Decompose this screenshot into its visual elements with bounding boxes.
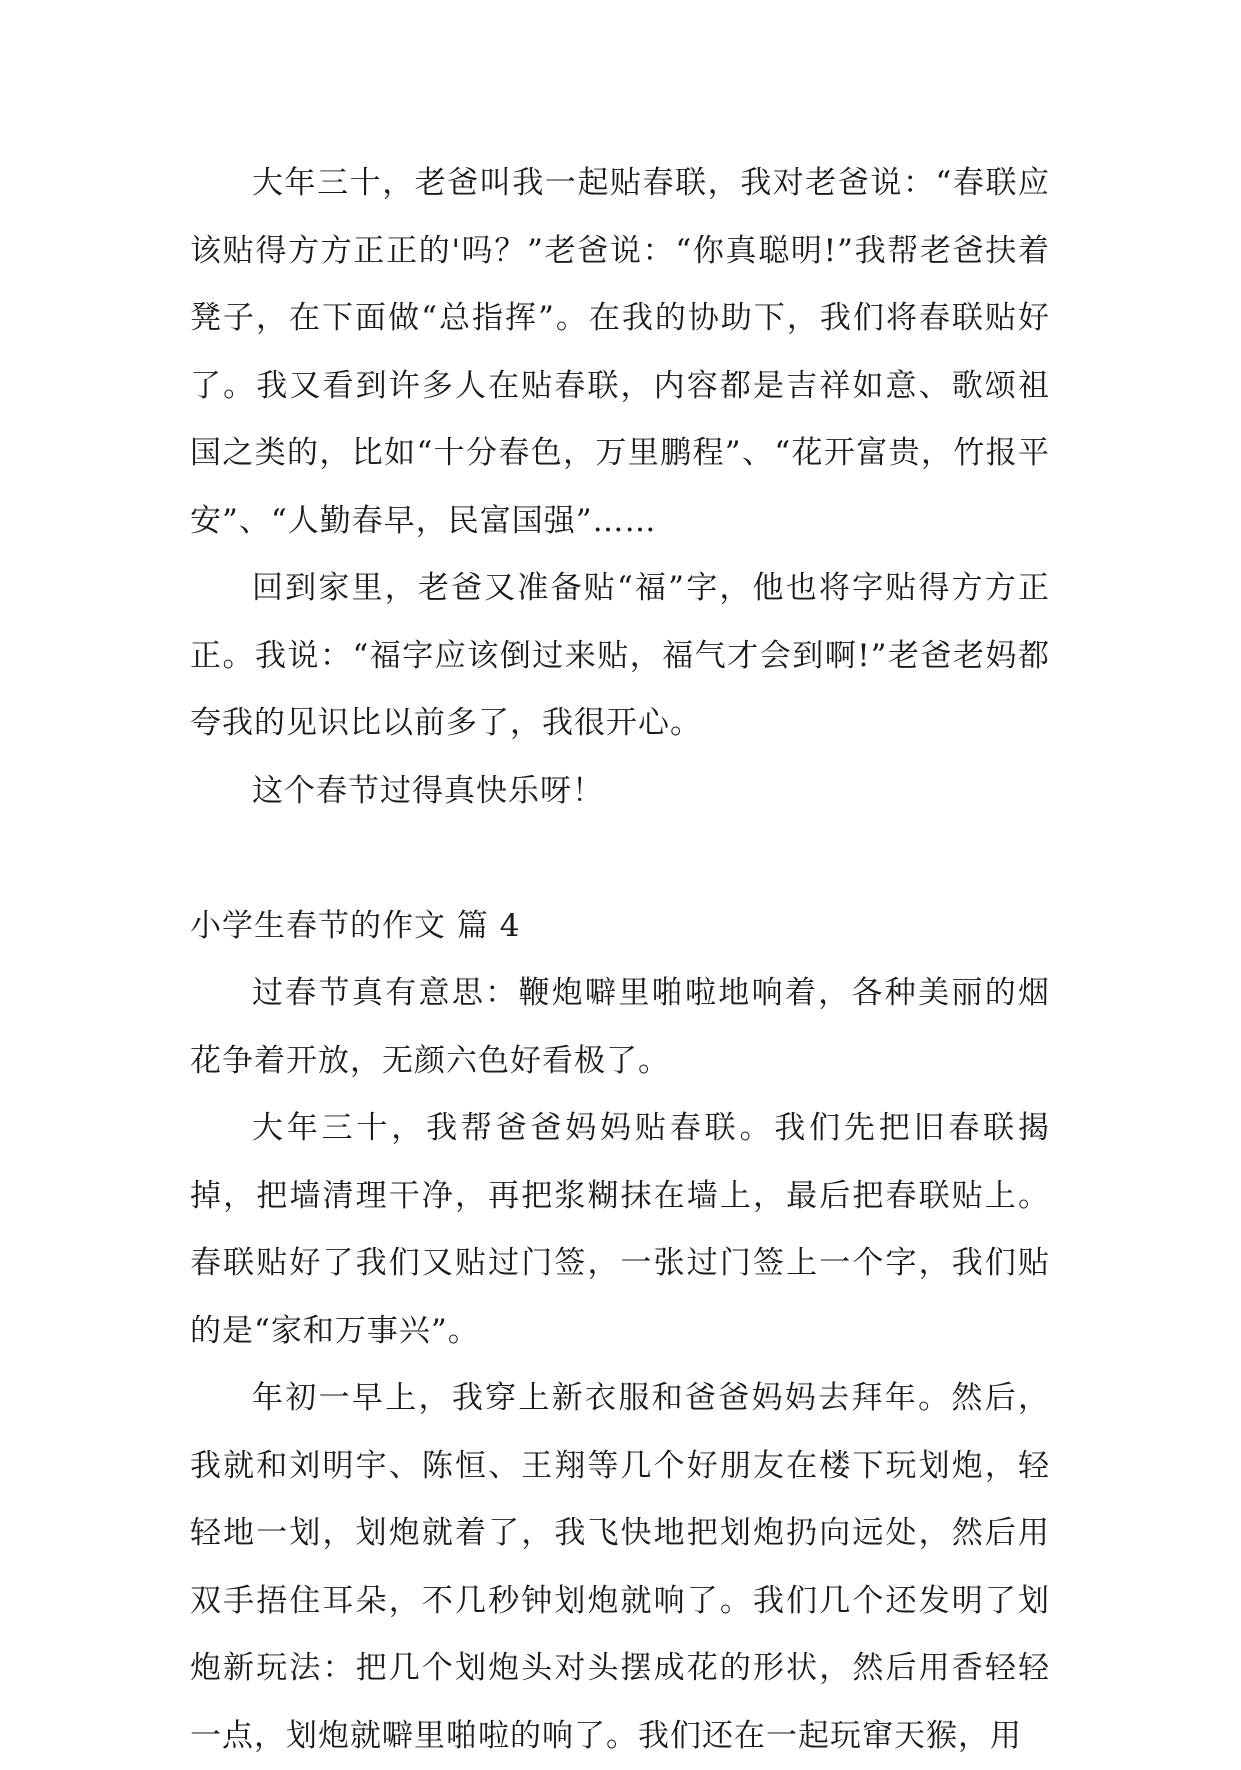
- paragraph: 这个春节过得真快乐呀！: [252, 772, 604, 809]
- paragraph: 过春节真有意思：鞭炮噼里啪啦地响着，各种美丽的烟花争着开放，无颜六色好看极了。: [190, 975, 1050, 1079]
- paragraph: 大年三十，老爸叫我一起贴春联，我对老爸说：“春联应该贴得方方正正的'吗？”老爸说：“你真聪明!”我帮老爸扶着凳子，在下面做“总指挥”。在我的协助下，我们将春联贴好了。我又看到许多人在贴春联，内容都是吉祥如意、歌颂祖国之类的，比如“十分春色，万里鹏程”、“花开富贵，竹报平安”、“人勤春早，民富国强”……: [190, 165, 1050, 539]
- document-page: [190, 150, 1050, 1770]
- paragraph: 年初一早上，我穿上新衣服和爸爸妈妈去拜年。然后，我就和刘明宇、陈恒、王翔等几个好朋友在楼下玩划炮，轻轻地一划，划炮就着了，我飞快地把划炮扔向远处，然后用双手捂住耳朵，不几秒钟划炮就响了。我们几个还发明了划炮新玩法：把几个划炮头对头摆成花的形状，然后用香轻轻一点，划炮就噼里啪啦的响了。我们还在一起玩窜天猴，用: [190, 1380, 1050, 1754]
- section-gap: [190, 825, 1050, 893]
- paragraph: 回到家里，老爸又准备贴“福”字，他也将字贴得方方正正。我说：“福字应该倒过来贴，福气才会到啊!”老爸老妈都夸我的见识比以前多了，我很开心。: [190, 570, 1050, 741]
- paragraph: 大年三十，我帮爸爸妈妈贴春联。我们先把旧春联揭掉，把墙清理干净，再把浆糊抹在墙上，最后把春联贴上。春联贴好了我们又贴过门签，一张过门签上一个字，我们贴的是“家和万事兴”。: [190, 1110, 1050, 1349]
- section-heading: 小学生春节的作文 篇 4: [190, 907, 521, 944]
